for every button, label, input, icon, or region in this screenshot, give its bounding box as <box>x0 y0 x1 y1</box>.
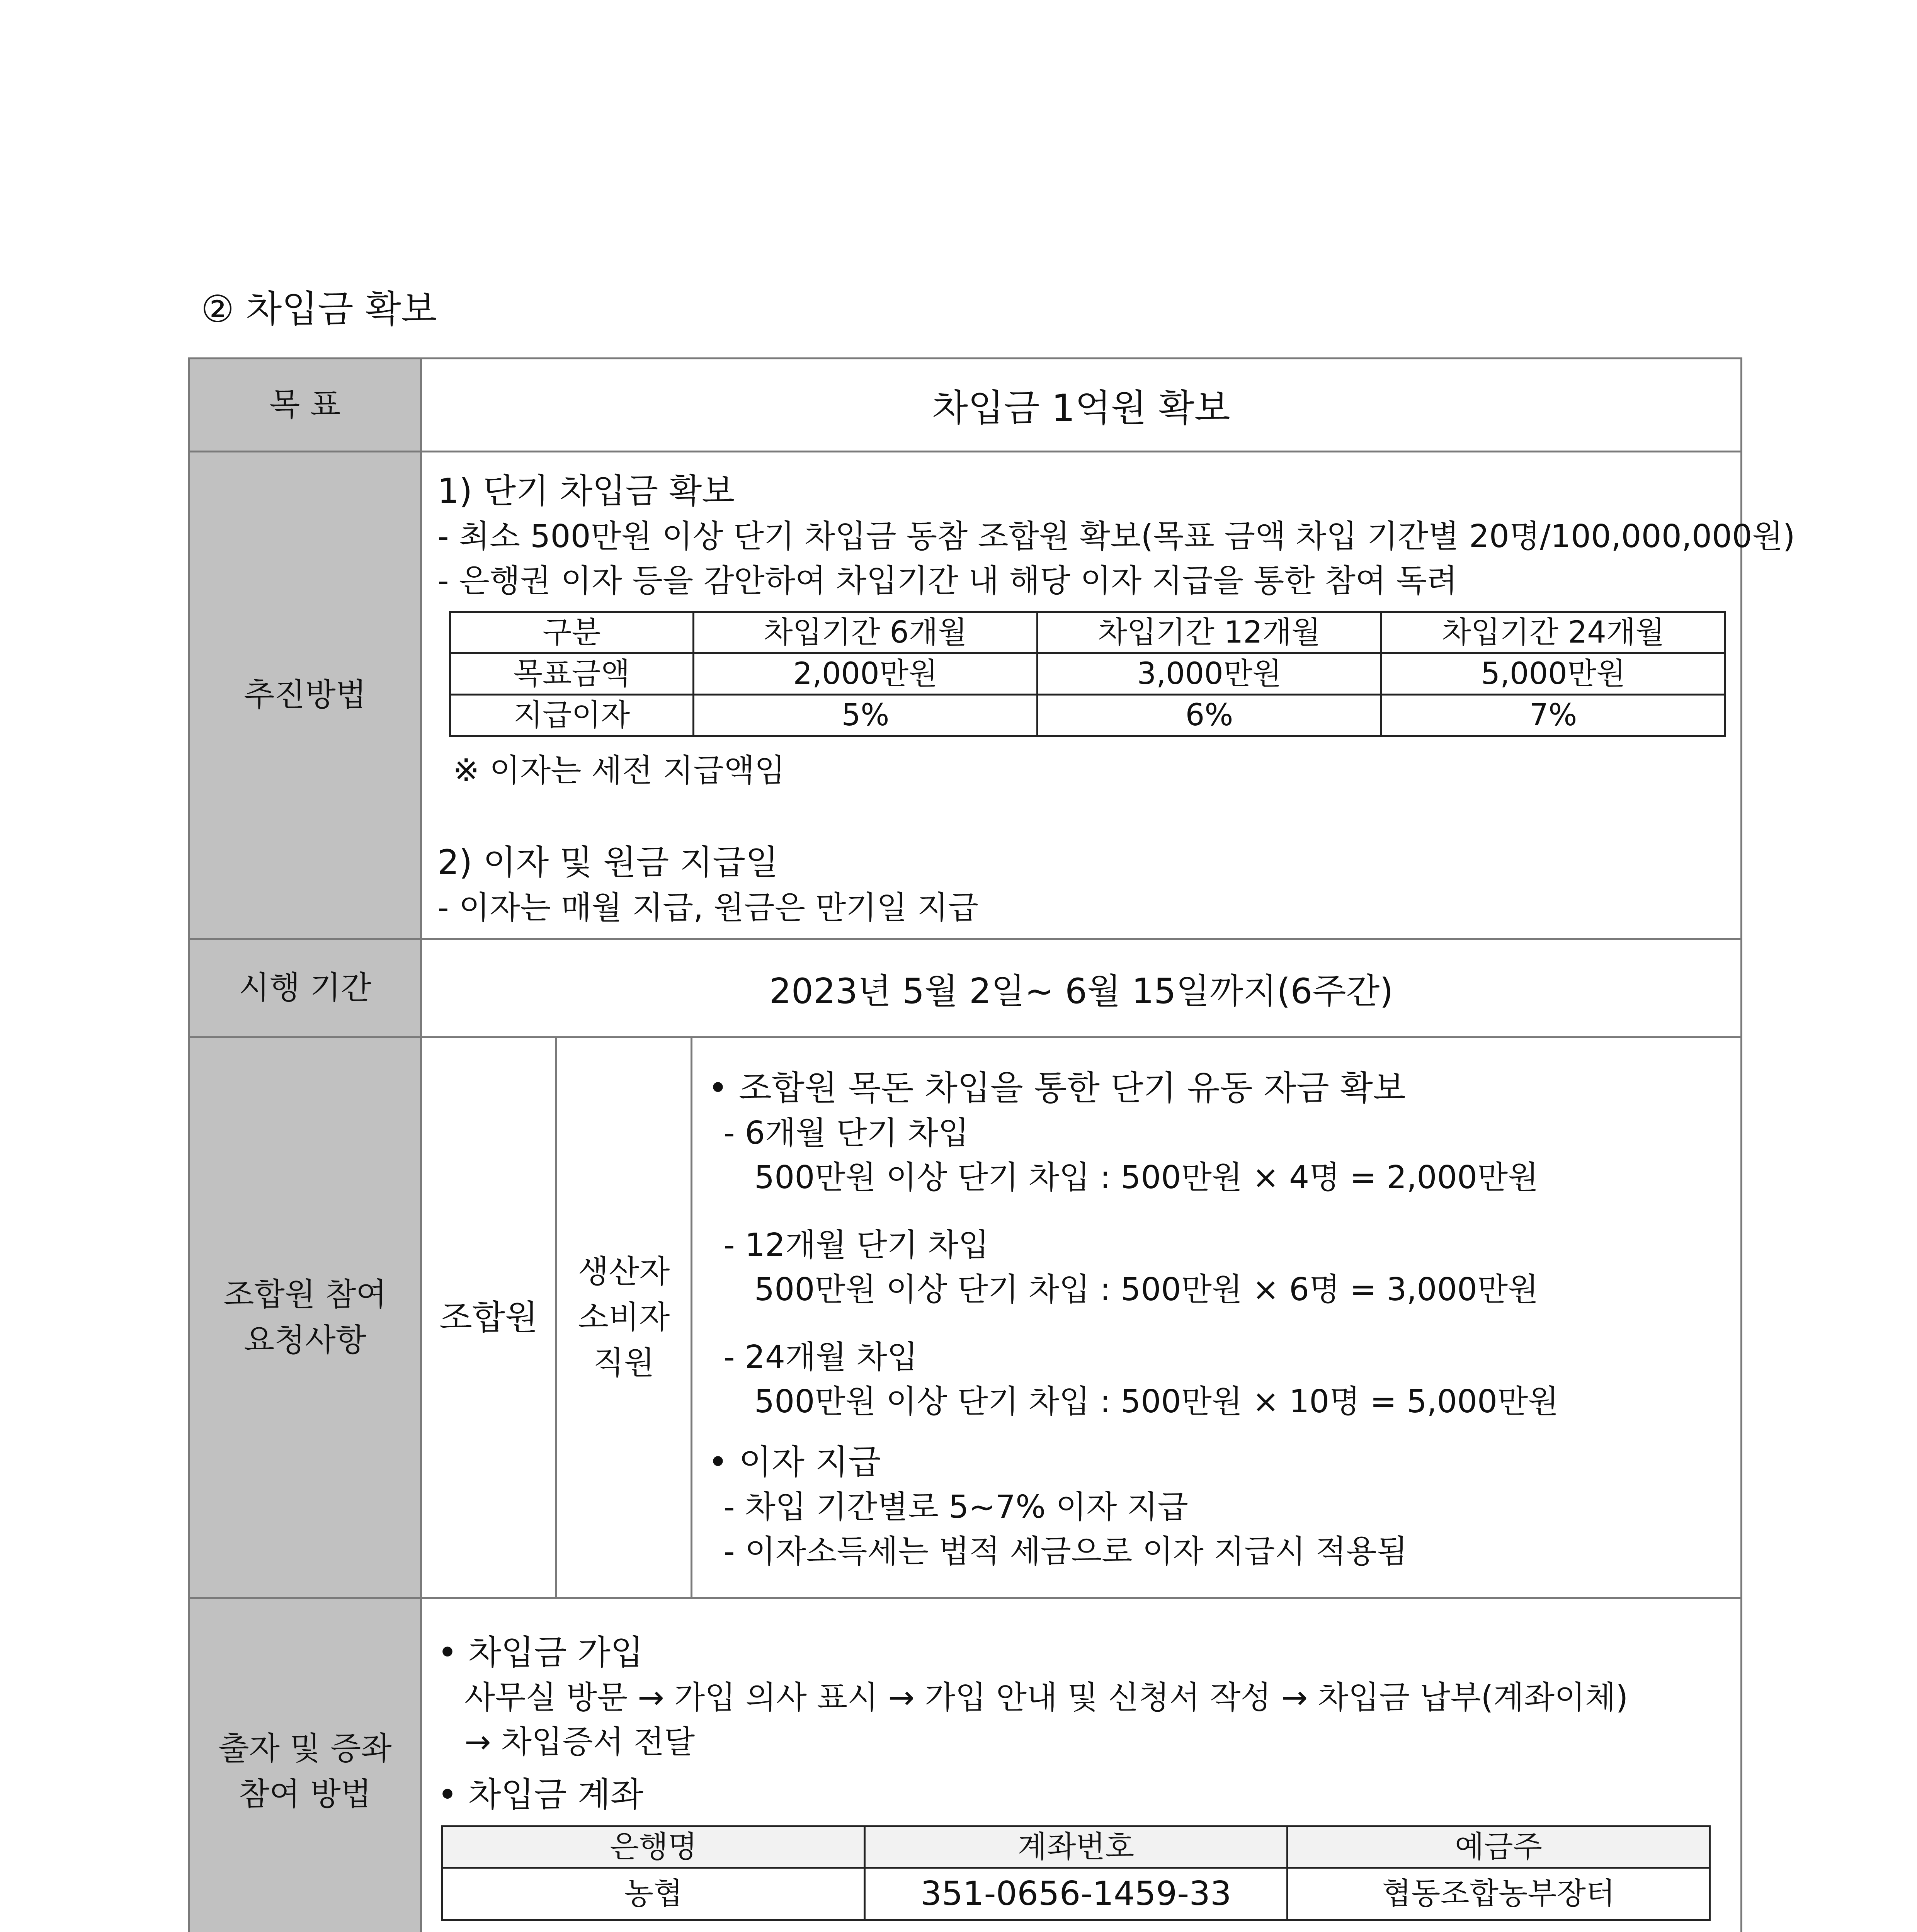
account-header-row <box>442 1827 1710 1868</box>
method-heading-1: 1) 단기 차입금 확보 <box>437 471 735 511</box>
join-bullet: • 차입금 가입 <box>437 1633 643 1672</box>
item-6m-title: - 6개월 단기 차입 <box>723 1115 969 1151</box>
interest-rate-header-row <box>450 612 1725 653</box>
member-request-content <box>692 1037 1742 1598</box>
member-type: 직원 <box>593 1345 655 1381</box>
period-value: 2023년 5월 2일~ 6월 15일까지(6주간) <box>421 939 1742 1037</box>
rate-row-label: 목표금액 <box>450 653 694 695</box>
method-heading-2: 2) 이자 및 원금 지급일 <box>437 842 779 882</box>
participation-label-line-1: 출자 및 증좌 <box>218 1730 392 1767</box>
table-row <box>450 653 1725 695</box>
rate-cell: 5% <box>694 695 1038 736</box>
rate-cell: 2,000만원 <box>694 653 1038 695</box>
join-steps-line-2: → 차입증서 전달 <box>464 1724 695 1760</box>
item-6m-detail: 500만원 이상 단기 차입 : 500만원 × 4명 = 2,000만원 <box>754 1159 1539 1196</box>
account-table <box>441 1825 1711 1921</box>
table-row <box>450 695 1725 736</box>
borrowing-plan-table <box>188 357 1795 1932</box>
method-line-2: - 은행권 이자 등을 감안하여 차입기간 내 해당 이자 지급을 통한 참여 독려 <box>437 563 1458 599</box>
table-row <box>442 1868 1710 1920</box>
member-request-label-line-2: 요청사항 <box>244 1322 366 1359</box>
rate-row-label: 지급이자 <box>450 695 694 736</box>
rate-cell: 3,000만원 <box>1038 653 1381 695</box>
item-12m-detail: 500만원 이상 단기 차입 : 500만원 × 6명 = 3,000만원 <box>754 1271 1539 1308</box>
method-row <box>189 452 1742 939</box>
interest-bullet: • 이자 지급 <box>708 1442 881 1482</box>
participation-content <box>421 1598 1742 1932</box>
tax-note: ※ 이자는 세전 지급액임 <box>453 752 785 789</box>
member-request-row <box>189 1037 1742 1598</box>
rate-header-6m: 차입기간 6개월 <box>694 612 1038 653</box>
member-types-cell <box>556 1037 692 1598</box>
rate-header-category: 구분 <box>450 612 694 653</box>
account-number: 351-0656-1459-33 <box>865 1868 1288 1920</box>
period-label: 시행 기간 <box>189 939 421 1037</box>
item-12m-title: - 12개월 단기 차입 <box>723 1227 989 1264</box>
rate-header-24m: 차입기간 24개월 <box>1381 612 1725 653</box>
goal-label: 목 표 <box>189 359 421 452</box>
rate-cell: 7% <box>1381 695 1725 736</box>
join-steps-line-1: 사무실 방문 → 가입 의사 표시 → 가입 안내 및 신청서 작성 → 차입금 납부(계좌이체) <box>464 1679 1628 1716</box>
account-holder: 협동조합농부장터 <box>1288 1868 1710 1920</box>
goal-value: 차입금 1억원 확보 <box>421 359 1742 452</box>
member-request-label-line-1: 조합원 참여 <box>223 1276 387 1313</box>
member-cell: 조합원 <box>421 1037 556 1598</box>
item-24m-title: - 24개월 차입 <box>723 1339 918 1376</box>
method-line-1: - 최소 500만원 이상 단기 차입금 동참 조합원 확보(목표 금액 차입 기간별 20명/100,000,000원) <box>437 518 1795 555</box>
period-row <box>189 939 1742 1037</box>
participation-label-line-2: 참여 방법 <box>239 1776 371 1813</box>
rate-cell: 5,000만원 <box>1381 653 1725 695</box>
fund-bullet: • 조합원 목돈 차입을 통한 단기 유동 자금 확보 <box>708 1068 1406 1108</box>
member-type: 생산자 <box>578 1253 670 1290</box>
account-header-bank: 은행명 <box>442 1827 865 1868</box>
participation-label <box>189 1598 421 1932</box>
section-title: ② 차입금 확보 <box>201 287 437 331</box>
interest-line-1: - 차입 기간별로 5~7% 이자 지급 <box>723 1489 1189 1526</box>
member-type: 소비자 <box>578 1299 670 1336</box>
goal-row <box>189 359 1742 452</box>
item-24m-detail: 500만원 이상 단기 차입 : 500만원 × 10명 = 5,000만원 <box>754 1383 1559 1420</box>
account-header-holder: 예금주 <box>1288 1827 1710 1868</box>
account-bank: 농협 <box>442 1868 865 1920</box>
method-content <box>421 452 1795 939</box>
participation-row <box>189 1598 1742 1932</box>
account-bullet: • 차입금 계좌 <box>437 1775 643 1815</box>
member-request-label <box>189 1037 421 1598</box>
account-header-number: 계좌번호 <box>865 1827 1288 1868</box>
interest-rate-table <box>449 611 1726 737</box>
rate-cell: 6% <box>1038 695 1381 736</box>
rate-header-12m: 차입기간 12개월 <box>1038 612 1381 653</box>
interest-line-2: - 이자소득세는 법적 세금으로 이자 지급시 적용됨 <box>723 1533 1408 1570</box>
method-label: 추진방법 <box>189 452 421 939</box>
method-line-3: - 이자는 매월 지급, 원금은 만기일 지급 <box>437 889 979 926</box>
